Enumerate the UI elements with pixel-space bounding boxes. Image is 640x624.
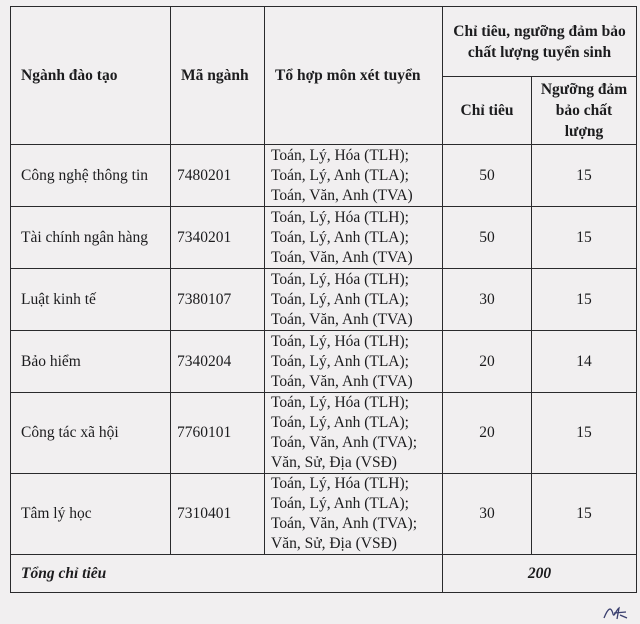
major-code: 7380107 [171,269,265,331]
subject-line: Toán, Lý, Anh (TLA); [271,495,409,512]
subject-line: Toán, Văn, Anh (TVA) [271,372,413,390]
major-code: 7340204 [171,331,265,393]
subject-line: Toán, Lý, Anh (TLA); [271,414,409,431]
major-name: Tài chính ngân hàng [11,207,171,269]
quota-value: 50 [443,145,532,207]
threshold-value: 15 [532,474,637,555]
table-row [11,393,637,474]
subject-line: Toán, Lý, Hóa (TLH); [271,208,409,226]
subject-line: Toán, Văn, Anh (TVA); [271,515,418,532]
major-name: Bảo hiểm [11,331,171,393]
major-name: Luật kinh tế [11,269,171,331]
quota-value: 20 [443,331,532,393]
major-code: 7310401 [171,474,265,555]
subject-combinations [265,269,443,331]
header-major: Ngành đào tạo [11,7,171,145]
table-row [11,269,637,331]
threshold-value: 15 [532,269,637,331]
subject-combinations [265,331,443,393]
subject-combinations [265,207,443,269]
header-subject-combination: Tổ hợp môn xét tuyển [265,7,443,145]
major-code: 7760101 [171,393,265,474]
subject-line: Toán, Lý, Hóa (TLH); [271,332,409,350]
subject-line: Toán, Lý, Hóa (TLH); [271,394,409,411]
subject-combinations [265,393,443,474]
subject-line: Toán, Lý, Anh (TLA); [271,228,409,246]
subject-line: Văn, Sử, Địa (VSĐ) [271,535,397,552]
table-row [11,474,637,555]
threshold-value: 14 [532,331,637,393]
header-quota-group: Chỉ tiêu, ngưỡng đảm bảo chất lượng tuyển sinh [443,7,637,77]
quota-value: 50 [443,207,532,269]
table-row [11,207,637,269]
header-threshold: Ngưỡng đảm bảo chất lượng [532,77,637,145]
total-value: 200 [443,555,637,593]
signature-mark [602,604,628,622]
admission-quota-table [10,6,637,593]
quota-value: 30 [443,269,532,331]
major-code: 7340201 [171,207,265,269]
subject-combinations [265,474,443,555]
subject-line: Toán, Văn, Anh (TVA); [271,434,418,451]
subject-line: Toán, Lý, Hóa (TLH); [271,270,409,288]
subject-line: Văn, Sử, Địa (VSĐ) [271,454,397,471]
subject-line: Toán, Lý, Hóa (TLH); [271,475,409,492]
subject-line: Toán, Lý, Anh (TLA); [271,166,409,184]
subject-line: Toán, Lý, Anh (TLA); [271,290,409,308]
subject-combinations [265,145,443,207]
major-name: Tâm lý học [11,474,171,555]
major-name: Công tác xã hội [11,393,171,474]
subject-line: Toán, Văn, Anh (TVA) [271,248,413,266]
major-code: 7480201 [171,145,265,207]
header-code: Mã ngành [171,7,265,145]
subject-line: Toán, Văn, Anh (TVA) [271,310,413,328]
threshold-value: 15 [532,207,637,269]
threshold-value: 15 [532,145,637,207]
table-row [11,145,637,207]
threshold-value: 15 [532,393,637,474]
subject-line: Toán, Lý, Hóa (TLH); [271,146,409,164]
quota-value: 20 [443,393,532,474]
table-row [11,331,637,393]
quota-value: 30 [443,474,532,555]
total-label: Tổng chỉ tiêu [11,555,443,593]
subject-line: Toán, Lý, Anh (TLA); [271,352,409,370]
subject-line: Toán, Văn, Anh (TVA) [271,186,413,204]
major-name: Công nghệ thông tin [11,145,171,207]
header-quota: Chỉ tiêu [443,77,532,145]
